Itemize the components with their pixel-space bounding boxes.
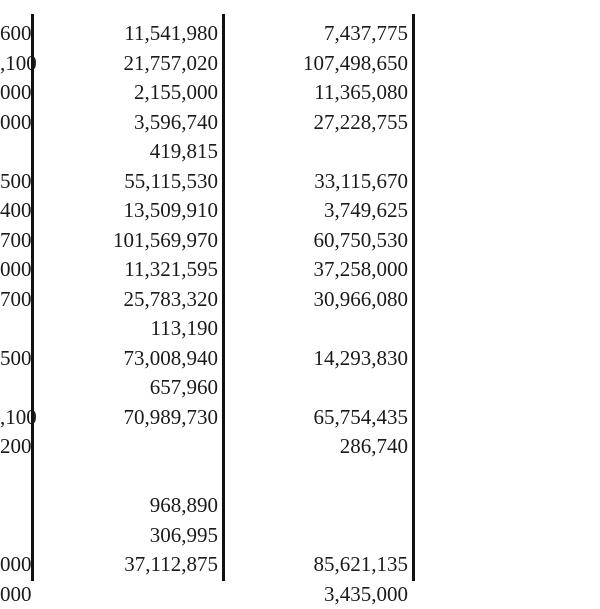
table-cell-col1: ,100 <box>0 49 28 79</box>
table-cell-col1: 400 <box>0 196 28 226</box>
table-cell-col1: 600 <box>0 19 28 49</box>
table-cell-col1 <box>0 314 28 344</box>
table-cell-col3: 65,754,435 <box>232 403 408 433</box>
table-cell-col3: 286,740 <box>232 432 408 462</box>
table-cell-col3: 30,966,080 <box>232 285 408 315</box>
table-cell-col1: 000 <box>0 108 28 138</box>
table-row <box>0 226 600 256</box>
table-cell-col2 <box>40 580 218 609</box>
table-cell-col2: 37,112,875 <box>40 550 218 580</box>
table-cell-col3: 3,435,000 <box>232 580 408 609</box>
table-row <box>0 255 600 285</box>
table-cell-col2: 13,509,910 <box>40 196 218 226</box>
table-cell-col2 <box>40 432 218 462</box>
table-cell-col2: 70,989,730 <box>40 403 218 433</box>
table-cell-col1: 500 <box>0 344 28 374</box>
table-row <box>0 285 600 315</box>
table-cell-col1: 200 <box>0 432 28 462</box>
table-cell-col2: 21,757,020 <box>40 49 218 79</box>
table-row <box>0 432 600 462</box>
table-row <box>0 314 600 344</box>
table-cell-col3: 33,115,670 <box>232 167 408 197</box>
table-cell-col1: 500 <box>0 167 28 197</box>
table-cell-col2: 306,995 <box>40 521 218 551</box>
table-cell-col2: 101,569,970 <box>40 226 218 256</box>
table-row <box>0 403 600 433</box>
table-row <box>0 373 600 403</box>
table-cell-col1: 000 <box>0 255 28 285</box>
table-cell-col2: 11,541,980 <box>40 19 218 49</box>
table-row <box>0 521 600 551</box>
table-cell-col2: 657,960 <box>40 373 218 403</box>
table-row <box>0 344 600 374</box>
table-cell-col1 <box>0 462 28 492</box>
table-cell-col2: 2,155,000 <box>40 78 218 108</box>
table-cell-col2 <box>40 462 218 492</box>
table-cell-col1 <box>0 521 28 551</box>
table-row <box>0 78 600 108</box>
table-row <box>0 491 600 521</box>
table-row <box>0 108 600 138</box>
table-row <box>0 19 600 49</box>
table-cell-col1: 000 <box>0 580 28 609</box>
table-cell-col2: 11,321,595 <box>40 255 218 285</box>
table-cell-col3: 3,749,625 <box>232 196 408 226</box>
table-cell-col1: ,100 <box>0 403 28 433</box>
table-cell-col2: 419,815 <box>40 137 218 167</box>
table-cell-col3: 60,750,530 <box>232 226 408 256</box>
table-cell-col1 <box>0 491 28 521</box>
table-cell-col1: 000 <box>0 78 28 108</box>
table-row <box>0 167 600 197</box>
table-cell-col3 <box>232 314 408 344</box>
table-cell-col3 <box>232 491 408 521</box>
table-cell-col1: 700 <box>0 285 28 315</box>
table-row <box>0 462 600 492</box>
table-cell-col3: 85,621,135 <box>232 550 408 580</box>
table-cell-col3 <box>232 373 408 403</box>
table-cell-col3 <box>232 521 408 551</box>
table-row <box>0 550 600 580</box>
table-row <box>0 580 600 609</box>
table-cell-col2: 968,890 <box>40 491 218 521</box>
table-row <box>0 137 600 167</box>
table-cell-col1: 700 <box>0 226 28 256</box>
table-cell-col3: 27,228,755 <box>232 108 408 138</box>
table-cell-col3: 11,365,080 <box>232 78 408 108</box>
table-cell-col3: 107,498,650 <box>232 49 408 79</box>
table-cell-col2: 113,190 <box>40 314 218 344</box>
table-row <box>0 196 600 226</box>
table-cell-col3: 14,293,830 <box>232 344 408 374</box>
table-cell-col2: 3,596,740 <box>40 108 218 138</box>
table-cell-col2: 55,115,530 <box>40 167 218 197</box>
table-cell-col1 <box>0 373 28 403</box>
table-cell-col3: 37,258,000 <box>232 255 408 285</box>
table-cell-col1: 000 <box>0 550 28 580</box>
table-cell-col3 <box>232 137 408 167</box>
table-cell-col1 <box>0 137 28 167</box>
table-cell-col3 <box>232 462 408 492</box>
table-row <box>0 49 600 79</box>
table-cell-col3: 7,437,775 <box>232 19 408 49</box>
table-cell-col2: 25,783,320 <box>40 285 218 315</box>
table-cell-col2: 73,008,940 <box>40 344 218 374</box>
